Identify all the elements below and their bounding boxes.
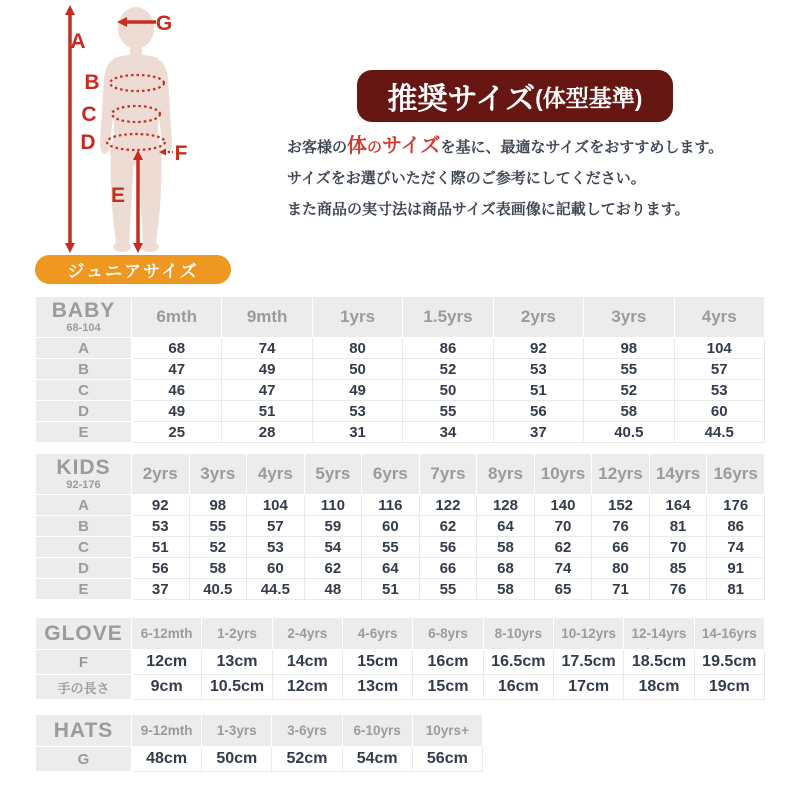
- size-cell: 74: [707, 537, 765, 558]
- size-cell: 86: [403, 338, 493, 359]
- table-row: [36, 675, 765, 700]
- row-label: E: [36, 422, 132, 443]
- size-cell: 104: [247, 495, 305, 516]
- size-cell: 15cm: [342, 650, 412, 675]
- table-row: [36, 747, 483, 772]
- intro-line1-red2: の: [367, 139, 383, 156]
- size-tables: [35, 296, 765, 772]
- column-header: 3yrs: [189, 454, 247, 495]
- size-cell: 53: [312, 401, 402, 422]
- size-cell: 51: [362, 579, 420, 600]
- column-header: 14-16yrs: [694, 618, 764, 650]
- size-cell: 46: [132, 380, 222, 401]
- column-header: 10-12yrs: [553, 618, 623, 650]
- column-header: 8-10yrs: [483, 618, 553, 650]
- size-cell: 52cm: [272, 747, 342, 772]
- size-cell: 66: [592, 537, 650, 558]
- column-header: 16yrs: [707, 454, 765, 495]
- row-label: B: [36, 359, 132, 380]
- size-cell: 40.5: [584, 422, 674, 443]
- size-cell: 49: [132, 401, 222, 422]
- glove-table-title: [36, 618, 132, 650]
- size-cell: 62: [304, 558, 362, 579]
- row-label: C: [36, 537, 132, 558]
- page-title-main: 推奨サイズ: [387, 83, 536, 116]
- row-label: 手の長さ: [36, 675, 132, 700]
- intro-line-2: サイズをお選びいただく際のご参考にしてください。: [287, 170, 646, 187]
- table-row: [36, 516, 765, 537]
- size-cell: 40.5: [189, 579, 247, 600]
- column-header: 6-10yrs: [342, 715, 412, 747]
- size-cell: 16cm: [483, 675, 553, 700]
- size-cell: 152: [592, 495, 650, 516]
- size-cell: 53: [247, 537, 305, 558]
- baby-size-table: [35, 296, 765, 443]
- column-header: 4-6yrs: [342, 618, 412, 650]
- intro-line-1: [287, 131, 777, 163]
- size-cell: 92: [132, 495, 190, 516]
- column-header: 10yrs: [534, 454, 592, 495]
- size-cell: 55: [189, 516, 247, 537]
- size-cell: 55: [419, 579, 477, 600]
- size-cell: 55: [584, 359, 674, 380]
- size-cell: 17cm: [553, 675, 623, 700]
- size-cell: 51: [493, 380, 583, 401]
- table-row: [36, 558, 765, 579]
- measure-label-a: A: [70, 30, 86, 53]
- size-cell: 34: [403, 422, 493, 443]
- intro-line1-suffix: を基に、最適なサイズをおすすめします。: [440, 139, 724, 156]
- column-header: 1-3yrs: [202, 715, 272, 747]
- size-cell: 76: [592, 516, 650, 537]
- table-row: [36, 537, 765, 558]
- size-cell: 98: [584, 338, 674, 359]
- size-cell: 58: [477, 537, 535, 558]
- table-row: [36, 422, 765, 443]
- intro-line-3: また商品の実寸法は商品サイズ表画像に記載しております。: [287, 201, 690, 218]
- column-header: 7yrs: [419, 454, 477, 495]
- row-label: F: [36, 650, 132, 675]
- size-cell: 68: [477, 558, 535, 579]
- table-size-range: 92-176: [66, 479, 101, 491]
- row-label: A: [36, 495, 132, 516]
- size-cell: 116: [362, 495, 420, 516]
- size-cell: 56: [132, 558, 190, 579]
- measure-label-c: C: [81, 103, 97, 126]
- column-header: 3-6yrs: [272, 715, 342, 747]
- size-cell: 98: [189, 495, 247, 516]
- size-cell: 176: [707, 495, 765, 516]
- size-cell: 10.5cm: [202, 675, 272, 700]
- size-cell: 74: [222, 338, 312, 359]
- size-cell: 60: [247, 558, 305, 579]
- size-cell: 14cm: [272, 650, 342, 675]
- size-cell: 50: [312, 359, 402, 380]
- size-cell: 164: [649, 495, 707, 516]
- body-measurement-figure: [30, 2, 235, 254]
- size-cell: 64: [477, 516, 535, 537]
- size-cell: 62: [534, 537, 592, 558]
- baby-table-title: [36, 297, 132, 338]
- size-cell: 15cm: [413, 675, 483, 700]
- size-cell: 110: [304, 495, 362, 516]
- intro-line1-red1: 体: [347, 135, 368, 157]
- table-row: [36, 359, 765, 380]
- size-cell: 58: [189, 558, 247, 579]
- column-header: 9-12mth: [132, 715, 202, 747]
- table-row: [36, 338, 765, 359]
- column-header: 8yrs: [477, 454, 535, 495]
- intro-text: [287, 131, 777, 225]
- size-cell: 58: [584, 401, 674, 422]
- size-cell: 9cm: [132, 675, 202, 700]
- size-cell: 91: [707, 558, 765, 579]
- column-header: 6-8yrs: [413, 618, 483, 650]
- size-cell: 140: [534, 495, 592, 516]
- column-header: 12-14yrs: [624, 618, 694, 650]
- page-title: [357, 70, 673, 122]
- size-cell: 53: [132, 516, 190, 537]
- size-cell: 12cm: [272, 675, 342, 700]
- hats-size-table: [35, 714, 483, 772]
- size-cell: 48: [304, 579, 362, 600]
- size-cell: 76: [649, 579, 707, 600]
- size-cell: 54: [304, 537, 362, 558]
- size-cell: 64: [362, 558, 420, 579]
- size-cell: 57: [247, 516, 305, 537]
- size-cell: 60: [362, 516, 420, 537]
- kids-table-title: [36, 454, 132, 495]
- size-cell: 52: [403, 359, 493, 380]
- size-cell: 12cm: [132, 650, 202, 675]
- kids-size-table: [35, 453, 765, 600]
- measure-label-g: G: [155, 12, 173, 35]
- size-cell: 59: [304, 516, 362, 537]
- table-name: BABY: [51, 299, 116, 322]
- measure-label-f: F: [174, 142, 188, 165]
- column-header: 2-4yrs: [272, 618, 342, 650]
- size-cell: 31: [312, 422, 402, 443]
- size-cell: 51: [222, 401, 312, 422]
- size-cell: 122: [419, 495, 477, 516]
- size-cell: 58: [477, 579, 535, 600]
- column-header: 9mth: [222, 297, 312, 338]
- size-cell: 49: [222, 359, 312, 380]
- size-cell: 37: [132, 579, 190, 600]
- size-cell: 74: [534, 558, 592, 579]
- measure-label-e: E: [110, 184, 126, 207]
- table-name: HATS: [53, 718, 114, 742]
- column-header: 4yrs: [674, 297, 764, 338]
- size-cell: 51: [132, 537, 190, 558]
- size-cell: 18.5cm: [624, 650, 694, 675]
- size-cell: 44.5: [247, 579, 305, 600]
- table-row: [36, 380, 765, 401]
- size-cell: 65: [534, 579, 592, 600]
- size-cell: 56: [493, 401, 583, 422]
- table-row: [36, 495, 765, 516]
- size-cell: 37: [493, 422, 583, 443]
- size-cell: 17.5cm: [553, 650, 623, 675]
- size-cell: 81: [649, 516, 707, 537]
- intro-line1-prefix: お客様の: [287, 139, 348, 156]
- size-cell: 85: [649, 558, 707, 579]
- size-cell: 16cm: [413, 650, 483, 675]
- column-header: 6mth: [132, 297, 222, 338]
- size-cell: 25: [132, 422, 222, 443]
- size-cell: 70: [649, 537, 707, 558]
- size-cell: 128: [477, 495, 535, 516]
- row-label: C: [36, 380, 132, 401]
- size-cell: 52: [189, 537, 247, 558]
- size-cell: 50: [403, 380, 493, 401]
- column-header: 4yrs: [247, 454, 305, 495]
- size-cell: 49: [312, 380, 402, 401]
- column-header: 1yrs: [312, 297, 402, 338]
- column-header: 3yrs: [584, 297, 674, 338]
- size-cell: 50cm: [202, 747, 272, 772]
- intro-line1-red3: サイズ: [382, 135, 441, 157]
- size-cell: 62: [419, 516, 477, 537]
- row-label: D: [36, 401, 132, 422]
- column-header: 10yrs+: [412, 715, 482, 747]
- table-row: [36, 579, 765, 600]
- measure-label-b: B: [84, 71, 100, 94]
- column-header: 1-2yrs: [202, 618, 272, 650]
- column-header: 2yrs: [493, 297, 583, 338]
- table-row: [36, 401, 765, 422]
- table-name: KIDS: [56, 456, 111, 479]
- size-cell: 13cm: [342, 675, 412, 700]
- row-label: G: [36, 747, 132, 772]
- size-cell: 70: [534, 516, 592, 537]
- measure-label-d: D: [80, 131, 96, 154]
- size-cell: 48cm: [132, 747, 202, 772]
- size-cell: 68: [132, 338, 222, 359]
- row-label: D: [36, 558, 132, 579]
- size-cell: 54cm: [342, 747, 412, 772]
- table-name: GLOVE: [44, 621, 123, 645]
- size-cell: 28: [222, 422, 312, 443]
- column-header: 1.5yrs: [403, 297, 493, 338]
- column-header: 12yrs: [592, 454, 650, 495]
- size-cell: 19cm: [694, 675, 764, 700]
- column-header: 2yrs: [132, 454, 190, 495]
- size-cell: 53: [493, 359, 583, 380]
- size-cell: 57: [674, 359, 764, 380]
- row-label: E: [36, 579, 132, 600]
- table-row: [36, 650, 765, 675]
- size-cell: 86: [707, 516, 765, 537]
- size-cell: 92: [493, 338, 583, 359]
- size-cell: 104: [674, 338, 764, 359]
- size-cell: 47: [132, 359, 222, 380]
- size-cell: 66: [419, 558, 477, 579]
- size-cell: 55: [403, 401, 493, 422]
- size-cell: 16.5cm: [483, 650, 553, 675]
- size-cell: 47: [222, 380, 312, 401]
- size-cell: 19.5cm: [694, 650, 764, 675]
- size-cell: 18cm: [624, 675, 694, 700]
- size-cell: 52: [584, 380, 674, 401]
- column-header: 5yrs: [304, 454, 362, 495]
- page-title-sub: (体型基準): [535, 84, 643, 111]
- column-header: 6yrs: [362, 454, 420, 495]
- column-header: 14yrs: [649, 454, 707, 495]
- hats-table-title: [36, 715, 132, 747]
- row-label: B: [36, 516, 132, 537]
- size-cell: 80: [592, 558, 650, 579]
- size-cell: 55: [362, 537, 420, 558]
- size-cell: 13cm: [202, 650, 272, 675]
- size-cell: 60: [674, 401, 764, 422]
- table-size-range: 68-104: [66, 322, 101, 334]
- size-cell: 71: [592, 579, 650, 600]
- size-cell: 56cm: [412, 747, 482, 772]
- size-cell: 56: [419, 537, 477, 558]
- row-label: A: [36, 338, 132, 359]
- glove-size-table: [35, 617, 765, 700]
- size-cell: 44.5: [674, 422, 764, 443]
- size-cell: 53: [674, 380, 764, 401]
- column-header: 6-12mth: [132, 618, 202, 650]
- body-silhouette: [100, 7, 172, 252]
- figure-svg: [30, 2, 235, 254]
- size-cell: 80: [312, 338, 402, 359]
- size-cell: 81: [707, 579, 765, 600]
- junior-size-button[interactable]: ジュニアサイズ: [35, 255, 231, 284]
